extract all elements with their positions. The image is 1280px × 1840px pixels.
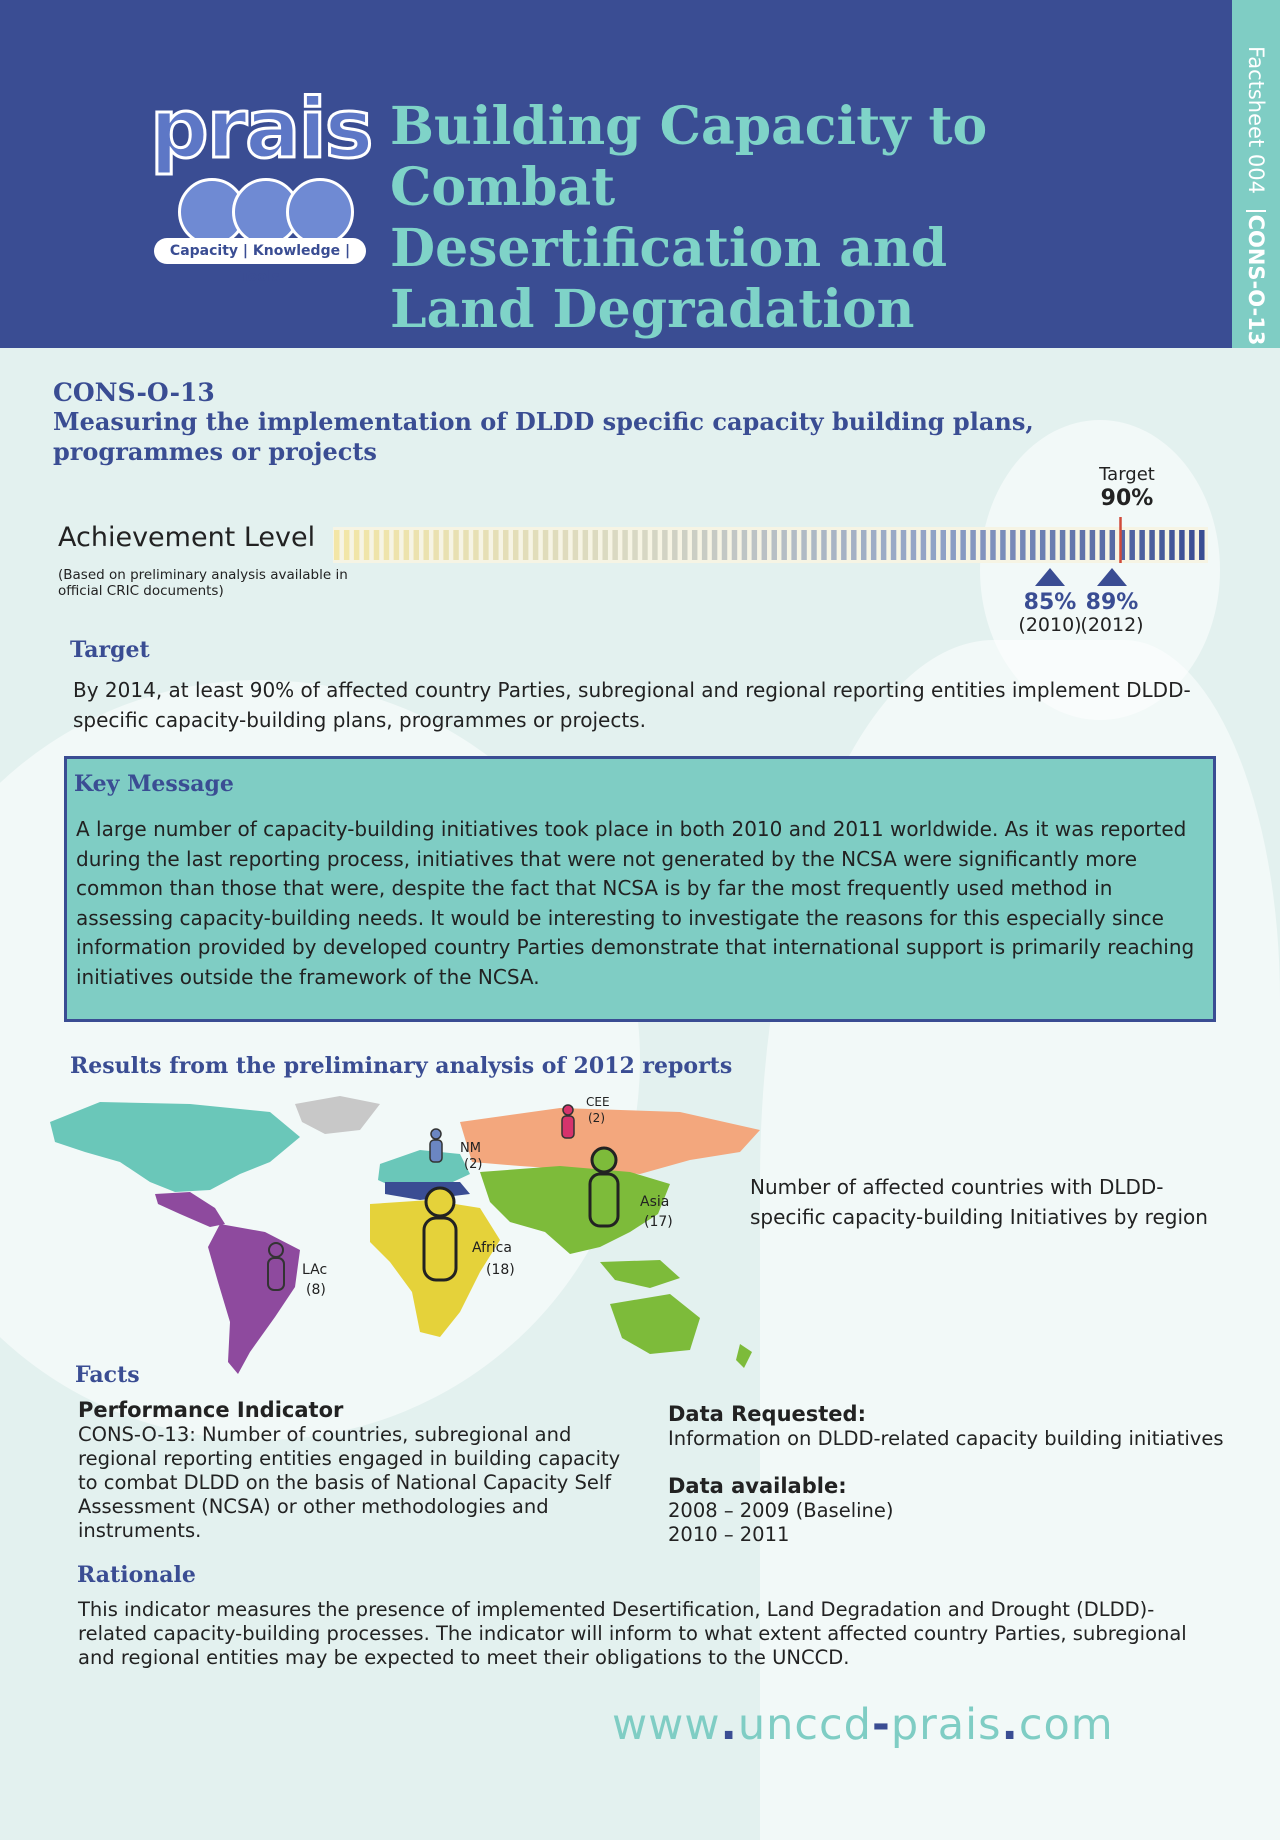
- url-part: com: [1018, 1700, 1114, 1750]
- bar-stripe: [443, 530, 448, 560]
- side-tab-divider: [1246, 210, 1266, 212]
- bar-stripe: [891, 530, 896, 560]
- map-se-asia: [600, 1260, 680, 1288]
- bar-stripe: [483, 530, 488, 560]
- region-count-nm: (2): [464, 1157, 483, 1172]
- bar-stripe: [970, 530, 975, 560]
- bar-stripe: [602, 530, 607, 560]
- bar-stripe: [950, 530, 955, 560]
- bar-stripe: [941, 530, 946, 560]
- bar-stripe: [672, 530, 677, 560]
- bar-stripe: [593, 530, 598, 560]
- bar-stripe: [423, 530, 428, 560]
- bar-stripe: [1080, 530, 1085, 560]
- rationale-text: This indicator measures the presence of implemented Desertification, Land Degradation and Drought (DLDD)-related capacity-building processes. The indicator will inform to what extent affected country Parties, subregional and regional entities may be expected to meet their obligations to the UNCCD.: [78, 1598, 1187, 1669]
- bar-stripe: [1060, 530, 1065, 560]
- target-value: 90%: [1100, 486, 1154, 511]
- bar-stripe: [921, 530, 926, 560]
- url-dot: .: [720, 1700, 738, 1750]
- marker-value: 89%: [1085, 590, 1139, 615]
- key-message-text: A large number of capacity-building initiatives took place in both 2010 and 2011 worldwide. As it was reported during the last reporting process, initiatives that were not generated by the NCSA were significantly more common than those that were, despite the fact that NCSA is by far the most frequently used method in assessing capacity-building needs. It would be interesting to investigate the reasons for this especially since information provided by developed country Parties demonstrate that international support is primarily reaching initiatives outside the framework of the NCSA.: [76, 817, 1195, 989]
- bar-stripe: [632, 530, 637, 560]
- key-message-box: [64, 756, 1216, 1022]
- logo-tagline: Capacity | Knowledge | Tools: [154, 238, 366, 264]
- bar-stripe: [742, 530, 747, 560]
- region-count-asia: (17): [644, 1214, 673, 1230]
- bar-stripe: [1189, 530, 1194, 560]
- side-tab: [1232, 0, 1280, 348]
- person-figure-nm: [430, 1129, 442, 1162]
- bar-stripe: [871, 530, 876, 560]
- region-count-lac: (8): [306, 1282, 326, 1298]
- achievement-note: (Based on preliminary analysis available in official CRIC documents): [58, 567, 348, 599]
- bar-stripe: [463, 530, 468, 560]
- bar-stripe: [414, 530, 419, 560]
- bar-stripe: [1010, 530, 1015, 560]
- rationale-heading: Rationale: [77, 1562, 196, 1588]
- page-title: Building Capacity to Combat Desertification and Land Degradation: [390, 96, 988, 340]
- bar-stripe: [931, 530, 936, 560]
- bar-stripe: [881, 530, 886, 560]
- bar-stripe: [503, 530, 508, 560]
- bar-stripe: [702, 530, 707, 560]
- person-figure-cee: [562, 1105, 574, 1138]
- target-text: By 2014, at least 90% of affected country Parties, subregional and regional reporting entities implement DLDD-specific capacity-building plans, programmes or projects.: [73, 678, 1191, 732]
- bar-stripe: [861, 530, 866, 560]
- bar-stripe: [1169, 530, 1174, 560]
- data-requested-heading: Data Requested:: [668, 1402, 866, 1426]
- results-heading: Results from the preliminary analysis of 2012 reports: [70, 1053, 733, 1079]
- bar-stripe: [831, 530, 836, 560]
- bar-stripe: [354, 530, 359, 560]
- target-heading: Target: [70, 637, 150, 663]
- bar-stripe: [692, 530, 697, 560]
- bar-stripe: [722, 530, 727, 560]
- bar-stripe: [801, 530, 806, 560]
- facts-heading: Facts: [75, 1362, 140, 1388]
- bar-stripe: [493, 530, 498, 560]
- map-nz: [736, 1344, 752, 1368]
- bar-stripe: [901, 530, 906, 560]
- bar-stripe: [781, 530, 786, 560]
- target-label: Target: [1099, 464, 1155, 485]
- region-label-cee: CEE: [586, 1095, 610, 1109]
- bar-stripe: [762, 530, 767, 560]
- bar-stripe: [960, 530, 965, 560]
- bar-stripe: [533, 530, 538, 560]
- bar-stripe: [1070, 530, 1075, 560]
- world-map: [40, 1082, 800, 1382]
- url-dot: .: [1001, 1700, 1019, 1750]
- performance-indicator-heading: Performance Indicator: [78, 1398, 344, 1422]
- bar-stripe: [473, 530, 478, 560]
- bar-stripe: [1100, 530, 1105, 560]
- map-australia: [610, 1294, 700, 1354]
- bar-stripe: [1050, 530, 1055, 560]
- bar-stripe: [404, 530, 409, 560]
- bar-stripe: [911, 530, 916, 560]
- bar-stripe: [642, 530, 647, 560]
- marker-year: (2010): [1018, 614, 1082, 636]
- bar-stripe: [543, 530, 548, 560]
- bar-stripe: [1020, 530, 1025, 560]
- bar-stripe: [682, 530, 687, 560]
- bar-stripe: [433, 530, 438, 560]
- prais-logo: [150, 82, 372, 285]
- marker-triangle: [1097, 568, 1127, 586]
- marker-triangle: [1035, 568, 1065, 586]
- bar-stripe: [791, 530, 796, 560]
- bar-stripe: [980, 530, 985, 560]
- bar-stripe: [652, 530, 657, 560]
- bar-stripe: [752, 530, 757, 560]
- url-part: unccd: [737, 1700, 872, 1750]
- bar-stripe: [811, 530, 816, 560]
- bar-stripe: [821, 530, 826, 560]
- bar-stripe: [453, 530, 458, 560]
- factsheet-code: CONS-O-13: [1244, 214, 1268, 346]
- bar-stripe: [374, 530, 379, 560]
- bar-stripe: [1090, 530, 1095, 560]
- bar-stripe: [1000, 530, 1005, 560]
- region-label-africa: Africa: [472, 1240, 512, 1256]
- bar-stripe: [1040, 530, 1045, 560]
- url-part: prais: [890, 1700, 1002, 1750]
- bar-stripe: [583, 530, 588, 560]
- performance-indicator-text: CONS-O-13: Number of countries, subregional and regional reporting entities engaged in building capacity to combat DLDD on the basis of National Capacity Self Assessment (NCSA) or other methodologies and instruments.: [78, 1423, 621, 1542]
- bar-stripe: [364, 530, 369, 560]
- map-central-america: [155, 1192, 225, 1227]
- person-figure-lac: [268, 1243, 284, 1290]
- bar-stripe: [523, 530, 528, 560]
- data-available-line: 2010 – 2011: [668, 1523, 790, 1546]
- region-count-africa: (18): [486, 1262, 515, 1278]
- bar-stripe: [573, 530, 578, 560]
- factsheet-number: Factsheet 004: [1244, 46, 1268, 194]
- bar-stripe: [1179, 530, 1184, 560]
- bar-stripe: [662, 530, 667, 560]
- region-label-asia: Asia: [640, 1194, 670, 1210]
- bar-stripe: [622, 530, 627, 560]
- bar-stripe: [612, 530, 617, 560]
- bar-stripe: [344, 530, 349, 560]
- map-greenland: [295, 1096, 380, 1134]
- bar-stripe: [841, 530, 846, 560]
- person-figure-africa: [424, 1188, 456, 1280]
- bar-stripe: [1149, 530, 1154, 560]
- indicator-title: Measuring the implementation of DLDD specific capacity building plans, programmes or projects: [53, 407, 1034, 466]
- marker-year: (2012): [1080, 614, 1144, 636]
- map-south-america: [208, 1224, 300, 1374]
- bar-stripe: [772, 530, 777, 560]
- bar-stripe: [851, 530, 856, 560]
- bar-stripe: [732, 530, 737, 560]
- url-dash: -: [871, 1700, 891, 1750]
- logo-wordmark: prais: [150, 82, 372, 177]
- bar-stripe: [334, 530, 339, 560]
- data-available-heading: Data available:: [668, 1474, 847, 1498]
- person-figure-asia: [590, 1148, 618, 1226]
- key-message-heading: Key Message: [74, 771, 234, 797]
- region-count-cee: (2): [588, 1111, 605, 1125]
- map-caption: Number of affected countries with DLDD-specific capacity-building Initiatives by region: [750, 1175, 1208, 1229]
- footer-url[interactable]: [612, 1700, 1114, 1750]
- bar-stripe: [712, 530, 717, 560]
- header-banner: [0, 0, 1232, 348]
- indicator-code: CONS-O-13: [53, 378, 215, 407]
- bar-stripe: [1159, 530, 1164, 560]
- marker-value: 85%: [1023, 590, 1077, 615]
- data-available-line: 2008 – 2009 (Baseline): [668, 1499, 894, 1522]
- bar-stripe: [384, 530, 389, 560]
- url-part: www: [612, 1700, 721, 1750]
- region-label-nm: NM: [460, 1141, 481, 1156]
- achievement-bar: [333, 527, 1208, 563]
- bar-stripe: [553, 530, 558, 560]
- bar-stripe: [394, 530, 399, 560]
- bar-stripe: [513, 530, 518, 560]
- bar-stripe: [990, 530, 995, 560]
- bar-stripe: [1030, 530, 1035, 560]
- region-label-lac: LAc: [302, 1262, 328, 1278]
- bar-stripe: [1139, 530, 1144, 560]
- map-north-america: [50, 1102, 300, 1192]
- achievement-label: Achievement Level: [58, 522, 316, 553]
- bar-stripe: [1199, 530, 1204, 560]
- data-requested-text: Information on DLDD-related capacity building initiatives: [668, 1427, 1224, 1450]
- bar-stripe: [1129, 530, 1134, 560]
- bar-stripe: [563, 530, 568, 560]
- bar-stripe: [1110, 530, 1115, 560]
